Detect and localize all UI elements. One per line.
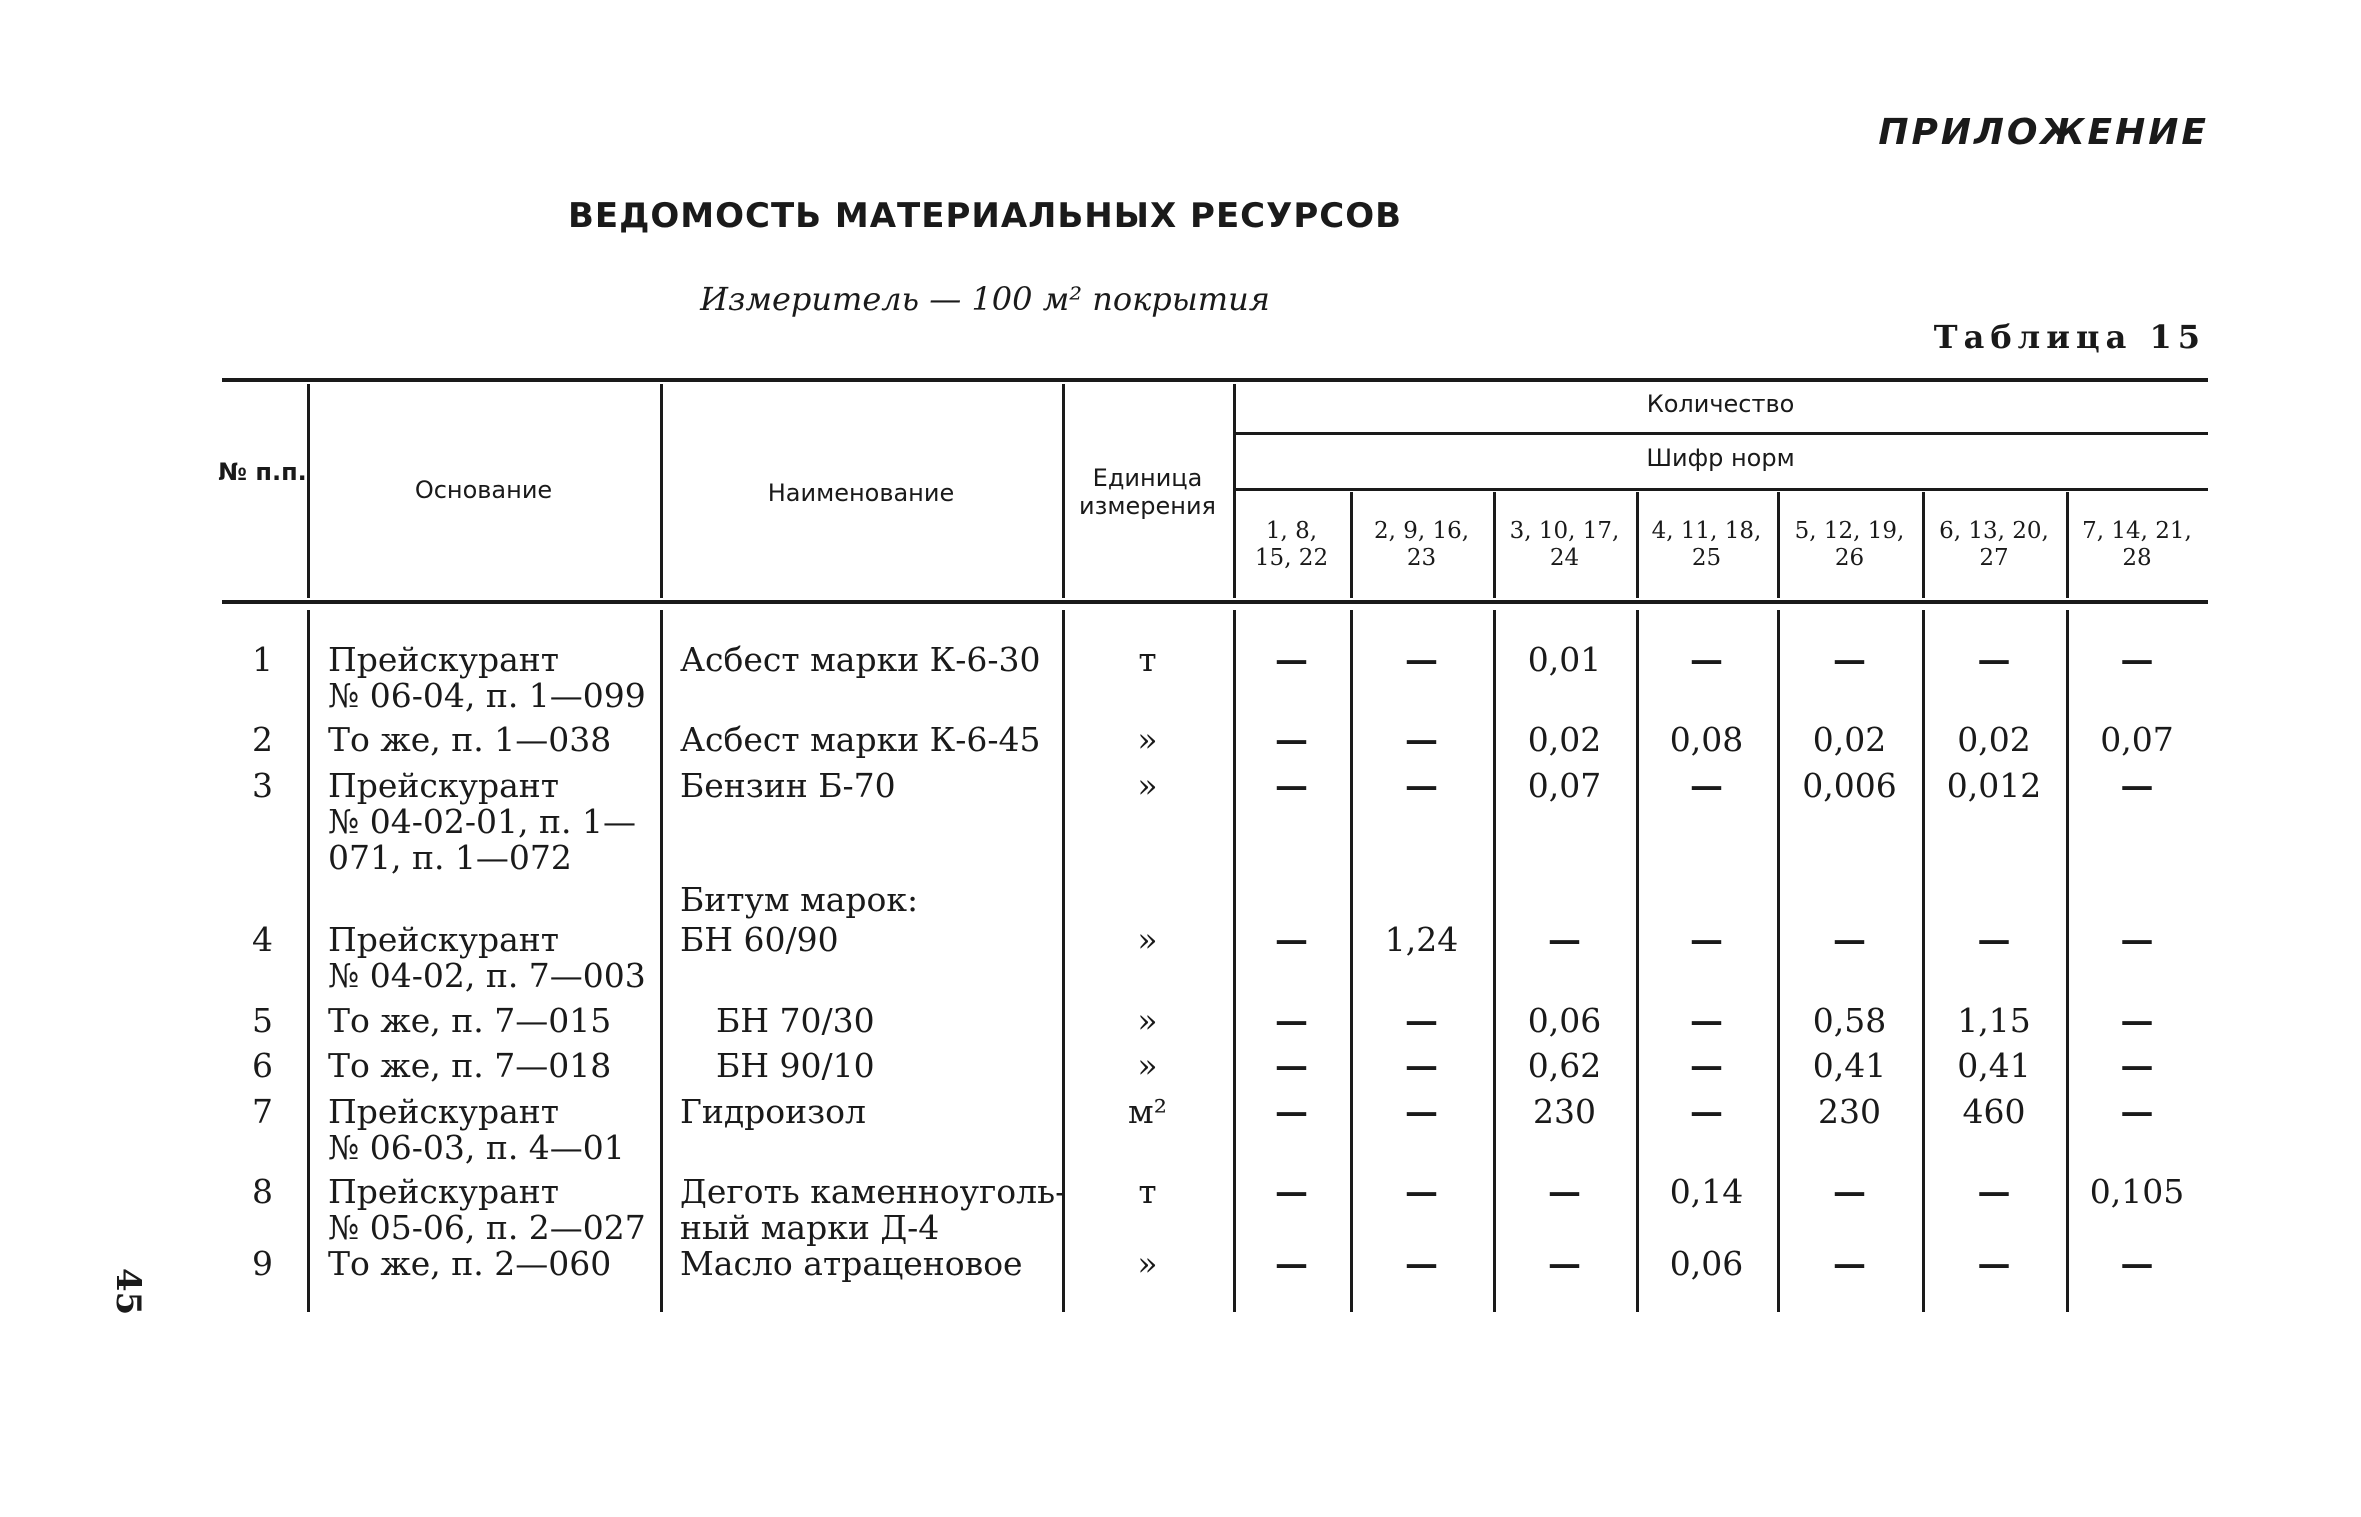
appendix-label: ПРИЛОЖЕНИЕ bbox=[1878, 112, 2209, 153]
row-value: — bbox=[1690, 920, 1723, 959]
row-value: — bbox=[1275, 1046, 1308, 1085]
row-value: 0,58 bbox=[1812, 1001, 1887, 1040]
row-value: — bbox=[1405, 1046, 1438, 1085]
document-title: ВЕДОМОСТЬ МАТЕРИАЛЬНЫХ РЕСУРСОВ bbox=[567, 196, 1403, 236]
row-value: — bbox=[1690, 640, 1723, 679]
measure-subtitle: Измеритель — 100 м² покрытия bbox=[700, 280, 1270, 318]
row-unit: т bbox=[1138, 640, 1157, 679]
row-value: — bbox=[1977, 920, 2011, 959]
row-name: Асбест марки К-6-30 bbox=[680, 640, 1041, 679]
row-value: — bbox=[1275, 1172, 1308, 1211]
row-basis: То же, п. 1—038 bbox=[328, 720, 612, 759]
row-value: — bbox=[2120, 1046, 2154, 1085]
header-code-col: 6, 13, 20, 27 bbox=[1939, 518, 2049, 571]
row-number: 3 bbox=[252, 766, 273, 805]
header-codes: Шифр норм bbox=[1646, 444, 1795, 472]
row-value: — bbox=[1833, 640, 1866, 679]
row-unit: » bbox=[1137, 720, 1158, 759]
row-unit: » bbox=[1137, 1001, 1158, 1040]
row-name: Бензин Б-70 bbox=[680, 766, 896, 805]
header-unit: Единица измерения bbox=[1079, 464, 1216, 520]
row-value: 0,012 bbox=[1946, 766, 2042, 805]
row-unit: » bbox=[1137, 1244, 1158, 1283]
row-basis: № 04-02-01, п. 1— bbox=[328, 802, 636, 841]
row-value: — bbox=[1690, 1046, 1723, 1085]
row-basis: Прейскурант bbox=[328, 1092, 559, 1131]
row-value: — bbox=[1690, 1092, 1723, 1131]
row-basis: Прейскурант bbox=[328, 920, 559, 959]
row-value: — bbox=[1275, 640, 1308, 679]
row-value: 0,02 bbox=[1527, 720, 1602, 759]
row-value: — bbox=[1405, 1092, 1438, 1131]
header-quantity: Количество bbox=[1646, 390, 1795, 418]
header-code-col: 7, 14, 21, 28 bbox=[2082, 518, 2192, 571]
row-name: Гидроизол bbox=[680, 1092, 866, 1131]
header-bottom-rule bbox=[222, 600, 2208, 604]
row-basis: № 06-04, п. 1—099 bbox=[328, 676, 646, 715]
row-value: 0,02 bbox=[1957, 720, 2031, 759]
row-value: — bbox=[1275, 1092, 1308, 1131]
row-number: 6 bbox=[252, 1046, 273, 1085]
row-value: 460 bbox=[1962, 1092, 2026, 1131]
row-value: 0,07 bbox=[2100, 720, 2174, 759]
header-code-col: 4, 11, 18, 25 bbox=[1651, 518, 1762, 571]
row-basis: Прейскурант bbox=[328, 766, 559, 805]
row-basis: 071, п. 1—072 bbox=[328, 838, 572, 877]
body-col-divider bbox=[660, 610, 663, 1312]
row-value: — bbox=[1977, 640, 2011, 679]
row-basis: То же, п. 2—060 bbox=[328, 1244, 612, 1283]
row-value: — bbox=[1833, 1244, 1866, 1283]
row-value: 0,07 bbox=[1527, 766, 1602, 805]
table-top-rule bbox=[222, 378, 2208, 382]
row-name: Асбест марки К-6-45 bbox=[680, 720, 1041, 759]
row-value: 0,06 bbox=[1669, 1244, 1744, 1283]
row-name: БН 70/30 bbox=[716, 1001, 875, 1040]
row-value: — bbox=[1977, 1244, 2011, 1283]
row-value: 0,41 bbox=[1957, 1046, 2031, 1085]
row-value: — bbox=[2120, 920, 2154, 959]
row-value: — bbox=[2120, 640, 2154, 679]
row-value: 0,02 bbox=[1812, 720, 1887, 759]
row-value: 0,41 bbox=[1812, 1046, 1887, 1085]
header-code-col: 2, 9, 16, 23 bbox=[1373, 518, 1470, 571]
row-value: — bbox=[1833, 1172, 1866, 1211]
row-unit: м² bbox=[1128, 1092, 1167, 1131]
row-name: БН 60/90 bbox=[680, 920, 839, 959]
row-value: — bbox=[2120, 1244, 2154, 1283]
row-number: 4 bbox=[252, 920, 273, 959]
row-name: Деготь каменноуголь- bbox=[680, 1172, 1067, 1211]
row-number: 5 bbox=[252, 1001, 273, 1040]
row-value: — bbox=[1275, 766, 1308, 805]
row-basis: То же, п. 7—018 bbox=[328, 1046, 612, 1085]
row-value: — bbox=[1405, 720, 1438, 759]
header-num: № п.п. bbox=[218, 458, 307, 486]
row-value: — bbox=[1275, 1001, 1308, 1040]
row-value: — bbox=[2120, 766, 2154, 805]
row-value: 0,08 bbox=[1669, 720, 1744, 759]
row-unit: » bbox=[1137, 1046, 1158, 1085]
row-name: Битум марок: bbox=[680, 880, 919, 919]
row-number: 8 bbox=[252, 1172, 273, 1211]
row-basis: № 04-02, п. 7—003 bbox=[328, 956, 646, 995]
row-basis: Прейскурант bbox=[328, 640, 559, 679]
row-value: — bbox=[1833, 920, 1866, 959]
row-value: 1,24 bbox=[1384, 920, 1459, 959]
row-value: — bbox=[1405, 766, 1438, 805]
row-value: — bbox=[1690, 1001, 1723, 1040]
row-value: — bbox=[1275, 1244, 1308, 1283]
row-number: 7 bbox=[252, 1092, 273, 1131]
row-number: 1 bbox=[252, 640, 273, 679]
page-number: 45 bbox=[108, 1268, 148, 1316]
row-value: — bbox=[1405, 1172, 1438, 1211]
row-value: 230 bbox=[1533, 1092, 1596, 1131]
row-name: Масло атраценовое bbox=[680, 1244, 1023, 1283]
code-rule bbox=[1233, 488, 2208, 491]
row-value: — bbox=[2120, 1092, 2154, 1131]
row-name: ный марки Д-4 bbox=[680, 1208, 940, 1247]
row-value: 0,14 bbox=[1669, 1172, 1744, 1211]
row-number: 9 bbox=[252, 1244, 273, 1283]
row-number: 2 bbox=[252, 720, 273, 759]
row-value: — bbox=[1405, 1001, 1438, 1040]
header-code-col: 5, 12, 19, 26 bbox=[1794, 518, 1905, 571]
header-basis: Основание bbox=[414, 476, 553, 504]
row-name: БН 90/10 bbox=[716, 1046, 875, 1085]
row-value: — bbox=[1548, 1172, 1581, 1211]
row-value: 230 bbox=[1818, 1092, 1881, 1131]
quantity-rule bbox=[1233, 432, 2208, 435]
row-value: — bbox=[1405, 640, 1438, 679]
row-basis: № 05-06, п. 2—027 bbox=[328, 1208, 646, 1247]
row-value: — bbox=[1690, 766, 1723, 805]
row-value: — bbox=[1405, 1244, 1438, 1283]
row-unit: » bbox=[1137, 766, 1158, 805]
row-value: 0,62 bbox=[1527, 1046, 1602, 1085]
row-basis: № 06-03, п. 4—01 bbox=[328, 1128, 625, 1167]
row-value: — bbox=[1977, 1172, 2011, 1211]
row-unit: т bbox=[1138, 1172, 1157, 1211]
header-code-col: 3, 10, 17, 24 bbox=[1509, 518, 1620, 571]
row-value: — bbox=[2120, 1001, 2154, 1040]
row-value: 0,105 bbox=[2089, 1172, 2185, 1211]
row-basis: То же, п. 7—015 bbox=[328, 1001, 612, 1040]
row-value: 0,01 bbox=[1527, 640, 1602, 679]
row-value: — bbox=[1548, 1244, 1581, 1283]
row-value: — bbox=[1548, 920, 1581, 959]
table-label: Таблица 15 bbox=[1933, 318, 2206, 356]
row-unit: » bbox=[1137, 920, 1158, 959]
header-name: Наименование bbox=[767, 479, 955, 507]
row-basis: Прейскурант bbox=[328, 1172, 559, 1211]
row-value: 0,006 bbox=[1802, 766, 1897, 805]
header-code-col: 1, 8, 15, 22 bbox=[1254, 518, 1329, 571]
row-value: — bbox=[1275, 720, 1308, 759]
row-value: 0,06 bbox=[1527, 1001, 1602, 1040]
row-value: — bbox=[1275, 920, 1308, 959]
row-value: 1,15 bbox=[1957, 1001, 2031, 1040]
